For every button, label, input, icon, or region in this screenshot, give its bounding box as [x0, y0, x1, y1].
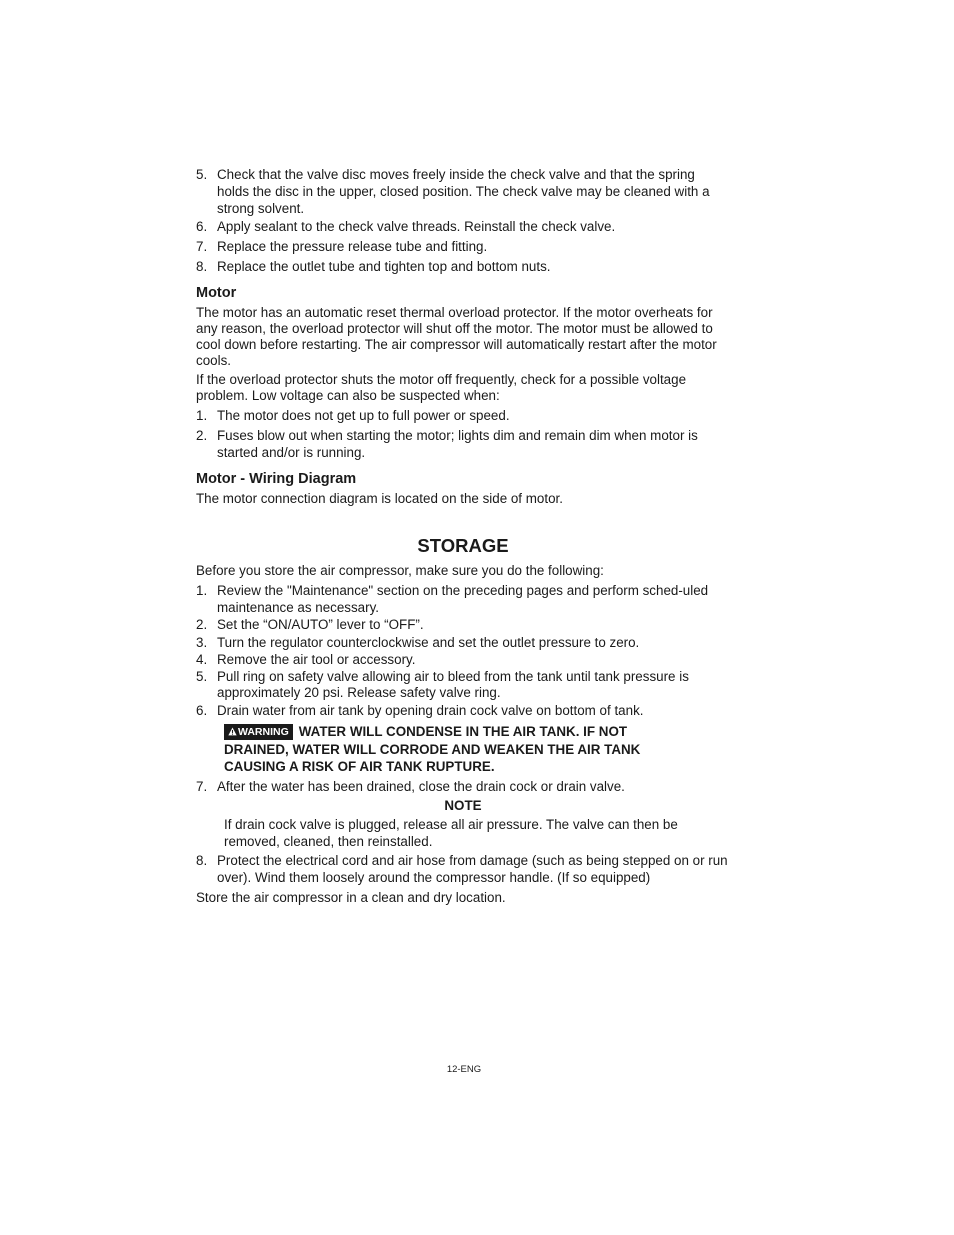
list-text: Fuses blow out when starting the motor; lights dim and remain dim when motor is started and/or is running.	[217, 428, 698, 460]
list-item	[196, 669, 733, 701]
list-item	[196, 582, 727, 616]
list-item	[196, 852, 736, 886]
list-text: Check that the valve disc moves freely inside the check valve and that the spring holds the disc in the upper, closed position. The check valve may be cleaned with a strong solvent.	[217, 167, 710, 216]
list-item	[196, 778, 736, 795]
list-number: 1.	[196, 408, 208, 423]
list-item	[196, 218, 736, 235]
list-text: Apply sealant to the check valve threads. Reinstall the check valve.	[217, 219, 616, 234]
list-number: 4.	[196, 652, 208, 667]
list-text: Drain water from air tank by opening drain cock valve on bottom of tank.	[217, 703, 644, 718]
list-number: 6.	[196, 219, 208, 234]
list-text: Replace the pressure release tube and fitting.	[217, 239, 488, 254]
storage-heading: STORAGE	[417, 535, 509, 556]
warning-text: WATER WILL CONDENSE IN THE AIR TANK. IF NOT DRAINED, WATER WILL CORRODE AND WEAKEN THE AIR TANK CAUSING A RISK OF AIR TANK RUPTURE.	[224, 724, 641, 774]
list-text: Remove the air tool or accessory.	[217, 652, 416, 667]
warning-badge	[224, 724, 293, 740]
list-item	[196, 427, 729, 461]
list-number: 5.	[196, 669, 208, 684]
motor-heading: Motor	[196, 285, 237, 301]
warning-block	[224, 723, 694, 776]
wiring-heading: Motor - Wiring Diagram	[196, 471, 357, 487]
list-item	[196, 258, 736, 275]
list-number: 2.	[196, 617, 208, 632]
list-text: After the water has been drained, close the drain cock or drain valve.	[217, 778, 625, 794]
list-item	[196, 651, 736, 668]
list-number: 7.	[196, 239, 208, 254]
storage-intro: Before you store the air compressor, make sure you do the following:	[196, 563, 604, 578]
list-text: Pull ring on safety valve allowing air to bleed from the tank until tank pressure is approximately 20 psi. Release safety valve ring.	[217, 669, 689, 700]
list-text: Turn the regulator counterclockwise and set the outlet pressure to zero.	[217, 635, 640, 650]
list-number: 3.	[196, 635, 208, 650]
list-text: Set the “ON/AUTO” lever to “OFF”.	[217, 617, 424, 632]
list-number: 7.	[196, 778, 208, 794]
list-text: Review the "Maintenance" section on the preceding pages and perform sched-uled maintenance as necessary.	[217, 583, 709, 615]
list-item	[196, 166, 722, 217]
warning-triangle-icon	[228, 727, 237, 736]
list-number: 5.	[196, 167, 208, 182]
list-item	[196, 616, 736, 633]
list-number: 1.	[196, 583, 208, 598]
warning-label: WARNING	[238, 726, 289, 738]
list-text: Replace the outlet tube and tighten top and bottom nuts.	[217, 259, 551, 274]
list-item	[196, 407, 736, 424]
note-title: NOTE	[444, 797, 482, 813]
list-item	[196, 238, 736, 255]
note-text: If drain cock valve is plugged, release all air pressure. The valve can then be removed, cleaned, then reinstalled.	[224, 816, 678, 849]
motor-paragraph: The motor has an automatic reset thermal overload protector. If the motor overheats for any reason, the overload protector will shut off the motor. The motor must be allowed to cool down before restarting. The air compressor will automatically restart after the motor cools.	[196, 305, 717, 368]
list-number: 2.	[196, 428, 208, 443]
wiring-paragraph: The motor connection diagram is located on the side of motor.	[196, 491, 563, 506]
list-item	[196, 634, 736, 651]
list-text: The motor does not get up to full power or speed.	[217, 408, 510, 423]
page-number: 12-ENG	[446, 1064, 482, 1075]
list-number: 6.	[196, 703, 208, 718]
list-item	[196, 702, 736, 719]
list-number: 8.	[196, 852, 208, 868]
motor-paragraph: If the overload protector shuts the motor off frequently, check for a possible voltage problem. Low voltage can also be suspected when:	[196, 372, 687, 403]
page-content	[196, 166, 736, 906]
storage-closing: Store the air compressor in a clean and dry location.	[196, 889, 506, 905]
list-number: 8.	[196, 259, 208, 274]
list-text: Protect the electrical cord and air hose from damage (such as being stepped on or run over). Wind them loosely around the compressor handle. (If so equipped)	[217, 852, 728, 885]
